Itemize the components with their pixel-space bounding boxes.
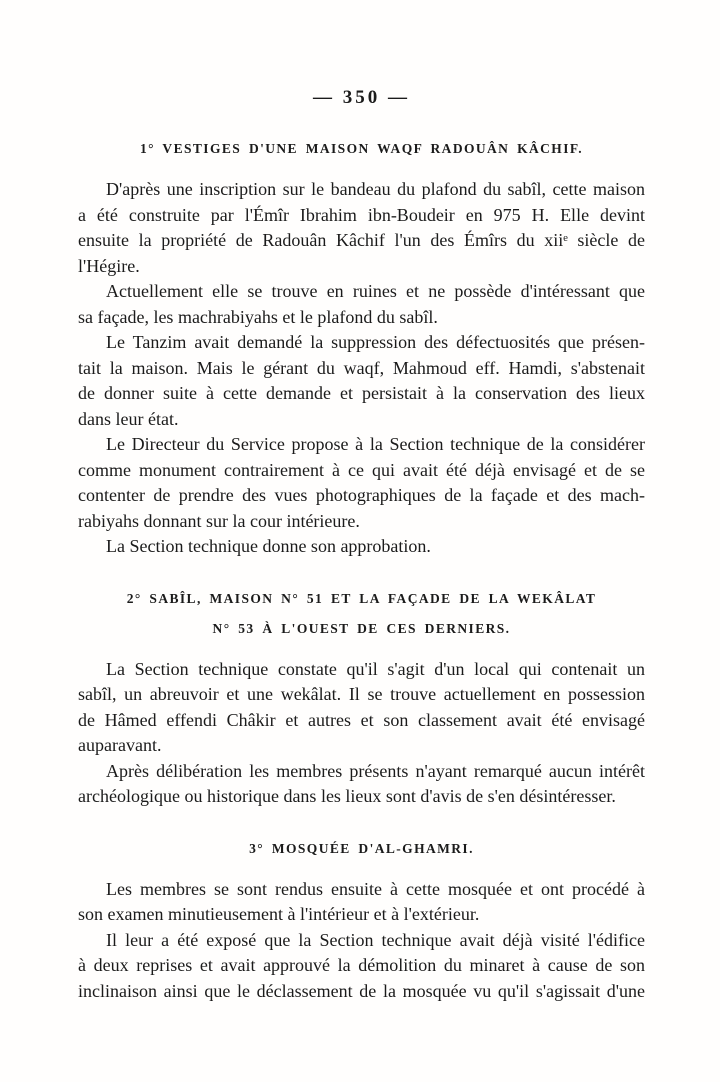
paragraph: [78, 330, 645, 432]
text-line: Le Directeur du Service propose à la Section technique de la considérer: [106, 434, 645, 454]
text-line: dans leur état.: [78, 408, 179, 429]
text-line: Il leur a été exposé que la Section technique avait déjà visité l'édifice: [106, 929, 645, 950]
paragraph: [78, 877, 645, 928]
section-1-maison-waqf-radouan-kachif-heading: [78, 134, 645, 164]
section-heading-line: 2° SABÎL, MAISON N° 51 ET LA FAÇADE DE LA WEKÂLAT: [126, 590, 597, 606]
text-line: son examen minutieusement à l'intérieur et à l'extérieur.: [78, 904, 480, 924]
section-2-sabil-maison-51-wekalat-53: [78, 584, 645, 810]
section-heading-line: N° 53 À L'OUEST DE CES DERNIERS.: [212, 620, 511, 636]
text-line: Les membres se sont rendus ensuite à cette mosquée et ont procédé à: [106, 878, 645, 899]
text-line: ensuite la propriété de Radouân Kâchif l'un des Émîrs du xiiᵉ siècle de: [78, 230, 645, 250]
section-2-sabil-maison-51-wekalat-53-heading: [78, 584, 645, 644]
text-line: La Section technique donne son approbation.: [106, 536, 431, 556]
text-line: inclinaison ainsi que le déclassement de la mosquée vu qu'il s'agissait d'une: [78, 980, 645, 1001]
content: [78, 134, 645, 1004]
paragraph: [78, 177, 645, 279]
text-line: de donner suite à cette demande et persistait à la conservation des lieux: [78, 383, 645, 403]
paragraph: [78, 759, 645, 810]
paragraph: [78, 432, 645, 534]
text-line: rabiyahs donnant sur la cour intérieure.: [78, 510, 360, 531]
text-line: contenter de prendre des vues photographiques de la façade et des mach-: [78, 485, 645, 505]
text-line: Actuellement elle se trouve en ruines et ne possède d'intéressant que: [106, 281, 645, 301]
text-line: sabîl, un abreuvoir et une wekâlat. Il se trouve actuellement en possession: [78, 684, 645, 704]
page-number: — 350 —: [313, 87, 410, 108]
section-heading-line: 1° VESTIGES D'UNE MAISON WAQF RADOUÂN KÂCHIF.: [139, 141, 584, 156]
section-3-mosquee-al-ghamri: [78, 834, 645, 1005]
text-line: sa façade, les machrabiyahs et le plafond du sabîl.: [78, 306, 438, 327]
paragraph: [78, 657, 645, 759]
text-line: à deux reprises et avait approuvé la démolition du minaret à cause de son: [78, 955, 645, 975]
text-line: tait la maison. Mais le gérant du waqf, Mahmoud eff. Hamdi, s'abstenait: [78, 357, 645, 378]
text-line: Après délibération les membres présents n'ayant remarqué aucun intérêt: [106, 760, 645, 781]
text-line: auparavant.: [78, 735, 162, 755]
text-line: archéologique ou historique dans les lieux sont d'avis de s'en désintéresser.: [78, 786, 616, 806]
paragraph: [78, 279, 645, 330]
paragraph: [78, 928, 645, 1005]
section-heading-line: 3° MOSQUÉE D'AL-GHAMRI.: [249, 840, 474, 856]
text-line: comme monument contrairement à ce qui avait été déjà envisagé et de se: [78, 459, 645, 480]
text-line: l'Hégire.: [78, 255, 140, 276]
text-line: de Hâmed effendi Châkir et autres et son classement avait été envisagé: [78, 709, 645, 730]
paragraph: [78, 534, 645, 560]
text-line: Le Tanzim avait demandé la suppression des défectuosités que présen-: [106, 332, 645, 352]
text-line: D'après une inscription sur le bandeau du plafond du sabîl, cette maison: [106, 179, 645, 199]
section-1-maison-waqf-radouan-kachif: [78, 134, 645, 560]
section-3-mosquee-al-ghamri-heading: [78, 834, 645, 864]
text-line: a été construite par l'Émîr Ibrahim ibn-Boudeir en 975 H. Elle devint: [78, 204, 645, 225]
text-line: La Section technique constate qu'il s'agit d'un local qui contenait un: [106, 658, 645, 679]
